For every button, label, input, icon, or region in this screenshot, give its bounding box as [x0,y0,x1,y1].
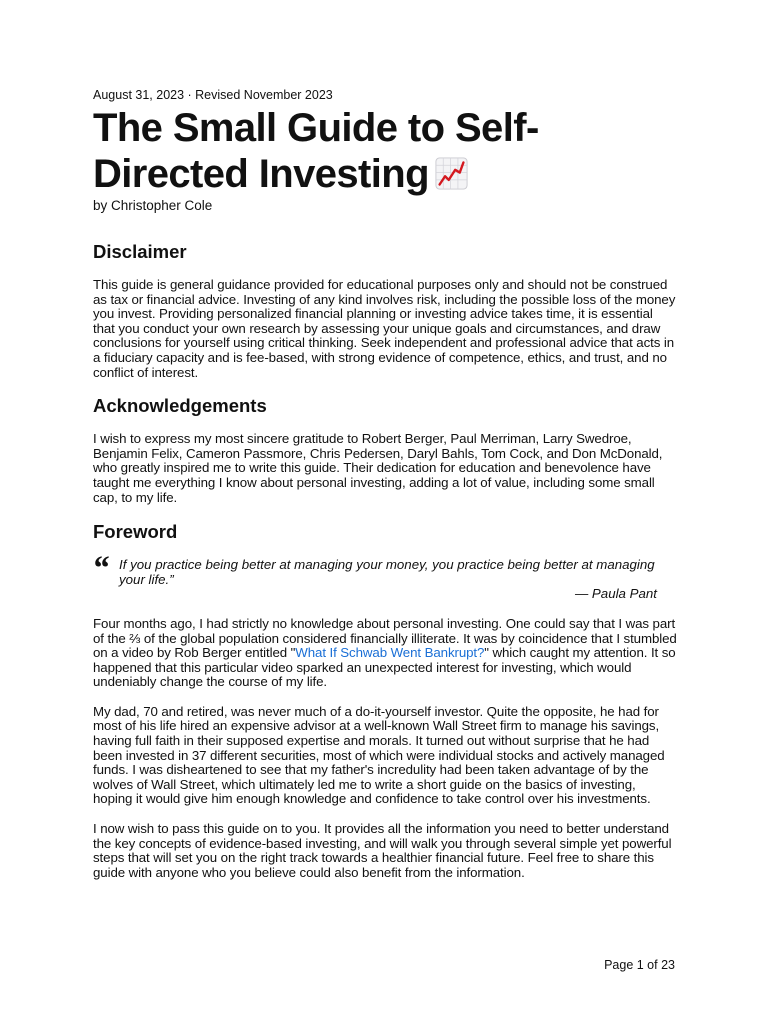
foreword-paragraph-2: My dad, 70 and retired, was never much of a do-it-yourself investor. Quite the opposite, he had for most of his life hired an expensive advisor at a well-known Wall Street firm to manage his savings, having full faith in their supposed expertise and morals. It turned out without surprise that he had been invested in 37 different securities, most of which were individual stocks and actively managed funds. I was disheartened to see that my father's incredulity had been taken advantage of by the wolves of Wall Street, which ultimately led me to write a short guide on the basics of investing, hoping it would give him enough knowledge and confidence to take control over his investments. [93,703,665,807]
foreword-heading: Foreword [93,521,178,543]
foreword-p1-end: " which caught my attention. It so happened that this particular video sparked an unexpected interest for investing, which would undeniably change the course of my life. [93,645,676,690]
foreword-paragraph-3: I now wish to pass this guide on to you. It provides all the information you need to better understand the key concepts of evidence-based investing, and will walk you through several simple yet powerful steps that will set you on the right track towards a healthier financial future. Feel free to share this guide with anyone who you believe could also benefit from the information. [93,821,672,880]
acknowledgements-text: I wish to express my most sincere gratitude to Robert Berger, Paul Merriman, Larry Swedroe, Benjamin Felix, Cameron Passmore, Chris Pedersen, Daryl Bahls, Tom Cock, and Don McDonald, who greatly inspired me to write this guide. Their dedication for education and benevolence have taught me everything I know about personal investing, adding a lot of value, including some small cap, to my life. [93,431,663,505]
foreword-quote [92,550,677,602]
chart-increasing-icon [435,157,468,190]
document-title-text: The Small Guide to Self-Directed Investing [93,106,539,196]
foreword-p1-start: Four months ago, I had strictly no knowledge about personal investing. One could say that I was part of the ⅔ of the global population considered financially illiterate. It was by coincidence that I stumbled on a video by Rob Berger entitled " [93,615,677,661]
acknowledgements-heading: Acknowledgements [93,395,267,417]
disclaimer-text: This guide is general guidance provided for educational purposes only and should not be construed as tax or financial advice. Investing of any kind involves risk, including the possible loss of the money you invest. Providing personalized financial planning or investing advice takes time, it is essential that you conduct your own research by assessing your unique goals and circumstances, and draw conclusions for yourself using critical thinking. Seek independent and professional advice that acts in a fiduciary capacity and is fee-based, with strong evidence of competence, ethics, and trust, and no conflict of interest. [93,277,676,380]
foreword-paragraph-1 [93,617,677,690]
schwab-video-link[interactable]: What If Schwab Went Bankrupt? [295,645,485,661]
document-page [93,87,677,880]
document-byline: by Christopher Cole [93,198,213,213]
quote-author: — Paula Pant [574,586,657,602]
quote-text: If you practice being better at managing your money, you practice being better at managing your life.” [119,557,655,587]
page-number: Page 1 of 23 [604,958,675,972]
quote-mark-icon: “ [92,550,109,588]
disclaimer-heading: Disclaimer [93,241,187,262]
document-date: August 31, 2023 · Revised November 2023 [93,88,333,102]
document-title [93,105,677,197]
